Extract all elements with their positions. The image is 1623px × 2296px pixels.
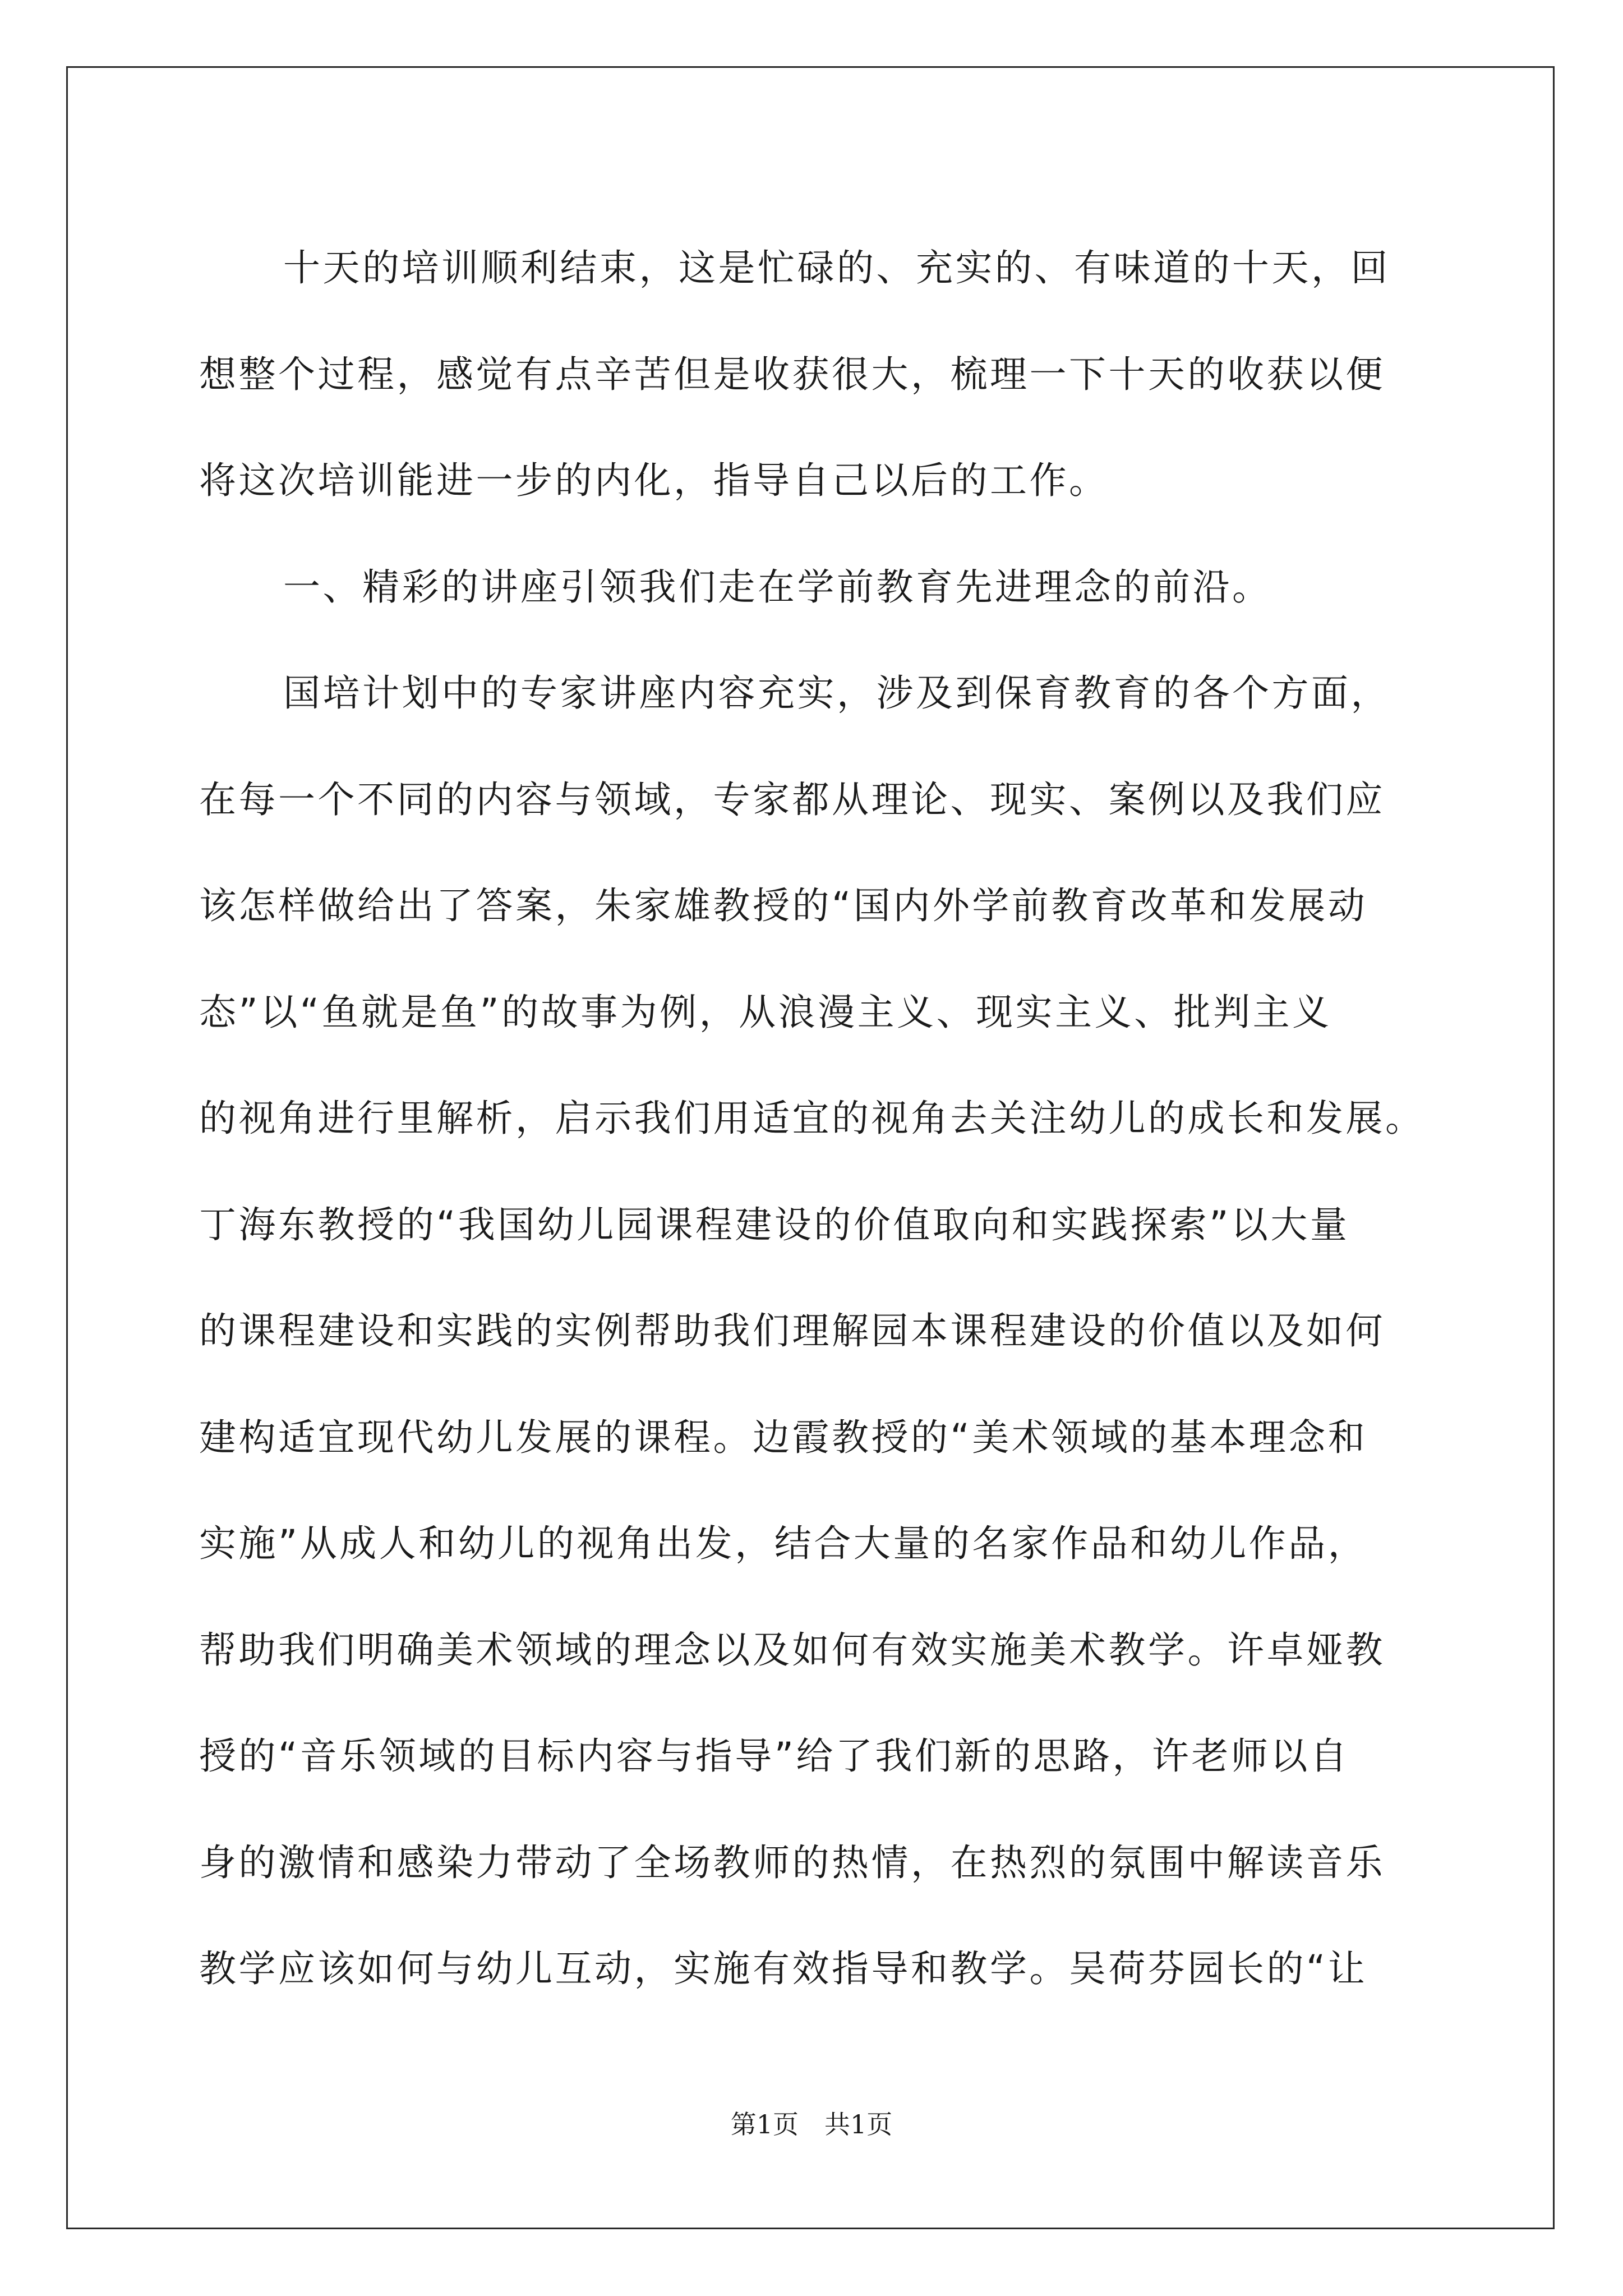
text-line: 在每一个不同的内容与领域，专家都从理论、现实、案例以及我们应 [199,777,1385,821]
text-line: 丁海东教授的“我国幼儿园课程建设的价值取向和实践探索”以大量 [199,1203,1350,1246]
text-line: 帮助我们明确美术领域的理念以及如何有效实施美术教学。许卓娅教 [199,1628,1385,1672]
document-body [199,215,1433,2122]
text-line: 十天的培训顺利结束，这是忙碌的、充实的、有味道的十天，回 [283,246,1390,289]
text-line: 该怎样做给出了答案，朱家雄教授的“国内外学前教育改革和发展动 [199,884,1368,927]
text-line: 建构适宜现代幼儿发展的课程。边霞教授的“美术领域的基本理念和 [199,1415,1368,1459]
text-line: 身的激情和感染力带动了全场教师的热情，在热烈的氛围中解读音乐 [199,1841,1385,1884]
page-total: 共1页 [824,2109,893,2139]
text-line: 教学应该如何与幼儿互动，实施有效指导和教学。吴荷芬园长的“让 [199,1947,1368,1990]
text-line: 国培计划中的专家讲座内容充实，涉及到保育教育的各个方面， [283,671,1390,715]
text-line: 授的“音乐领域的目标内容与指导”给了我们新的思路，许老师以自 [199,1734,1350,1778]
text-line: 实施”从成人和幼儿的视角出发，结合大量的名家作品和幼儿作品， [199,1522,1368,1565]
section-heading: 一、精彩的讲座引领我们走在学前教育先进理念的前沿。 [283,565,1272,609]
text-line: 想整个过程，感觉有点辛苦但是收获很大，梳理一下十天的收获以便 [199,352,1385,396]
text-line: 将这次培训能进一步的内化，指导自己以后的工作。 [199,459,1109,502]
text-line: 态”以“鱼就是鱼”的故事为例，从浪漫主义、现实主义、批判主义 [199,990,1332,1034]
page-number: 第1页 [730,2109,799,2139]
page-footer [0,2108,1623,2141]
text-line: 的课程建设和实践的实例帮助我们理解园本课程建设的价值以及如何 [199,1309,1385,1352]
text-line: 的视角进行里解析，启示我们用适宜的视角去关注幼儿的成长和发展。 [199,1097,1425,1140]
